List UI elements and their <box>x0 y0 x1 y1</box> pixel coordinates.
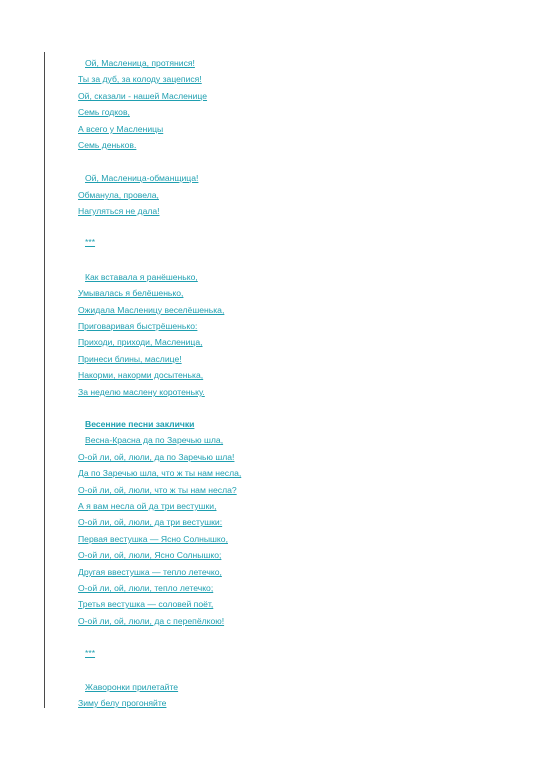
text-line[interactable]: О-ой ли, ой, люли, да три вестушки: <box>78 517 223 527</box>
text-line[interactable]: Обманула, провела, <box>78 190 159 200</box>
text-line[interactable]: А я вам несла ой да три вестушки, <box>78 501 217 511</box>
text-line[interactable]: Зиму белу прогоняйте <box>78 698 167 708</box>
text-line[interactable]: Ой, Масленица-обманщица! <box>85 173 199 183</box>
text-line[interactable]: Семь деньков. <box>78 140 137 150</box>
text-line[interactable]: О-ой ли, ой, люли, да по Заречью шла! <box>78 452 235 462</box>
text-line[interactable]: Другая ввестушка — тепло летечко, <box>78 567 222 577</box>
text-line[interactable]: Жаворонки прилетайте <box>85 682 179 692</box>
text-line[interactable]: Накорми, накорми досытенька, <box>78 370 204 380</box>
text-line[interactable]: О-ой ли, ой, люли, Ясно Солнышко; <box>78 550 222 560</box>
text-line[interactable]: Ты за дуб, за колоду зацепися! <box>78 74 202 84</box>
section-separator[interactable]: *** <box>85 237 96 247</box>
text-line[interactable]: А всего у Масленицы <box>78 124 164 134</box>
text-line[interactable]: Приговаривая быстрёшенько: <box>78 321 198 331</box>
text-line[interactable]: Весна-Красна да по Заречью шла, <box>85 435 224 445</box>
text-line[interactable]: Как вставала я ранёшенько, <box>85 272 198 282</box>
text-line[interactable]: Семь годков, <box>78 107 130 117</box>
text-line[interactable]: О-ой ли, ой, люли, да с перепёлкою! <box>78 616 225 626</box>
text-line[interactable]: Приходи, приходи, Масленица, <box>78 337 203 347</box>
text-line[interactable]: Третья вестушка — соловей поёт, <box>78 599 214 609</box>
text-line[interactable]: Первая вестушка — Ясно Солнышко, <box>78 534 228 544</box>
section-heading[interactable]: Весенние песни заклички <box>85 419 195 429</box>
text-line[interactable]: Ожидала Масленицу веселёшенька, <box>78 305 225 315</box>
section-separator[interactable]: *** <box>85 648 96 658</box>
text-line[interactable]: О-ой ли, ой, люли, тепло летечко; <box>78 583 214 593</box>
text-line[interactable]: Нагуляться не дала! <box>78 206 160 216</box>
text-line[interactable]: Ой, сказали - нашей Масленице <box>78 91 208 101</box>
text-line[interactable]: Ой, Масленица, протянися! <box>85 58 195 68</box>
text-line[interactable]: Принеси блины, маслице! <box>78 354 182 364</box>
text-line[interactable]: Да по Заречью шла, что ж ты нам несла, <box>78 468 242 478</box>
left-margin-rule <box>44 52 45 708</box>
text-line[interactable]: О-ой ли, ой, люли, что ж ты нам несла? <box>78 485 237 495</box>
text-line[interactable]: Умывалась я белёшенько, <box>78 288 184 298</box>
text-line[interactable]: За неделю маслену коротеньку. <box>78 387 205 397</box>
